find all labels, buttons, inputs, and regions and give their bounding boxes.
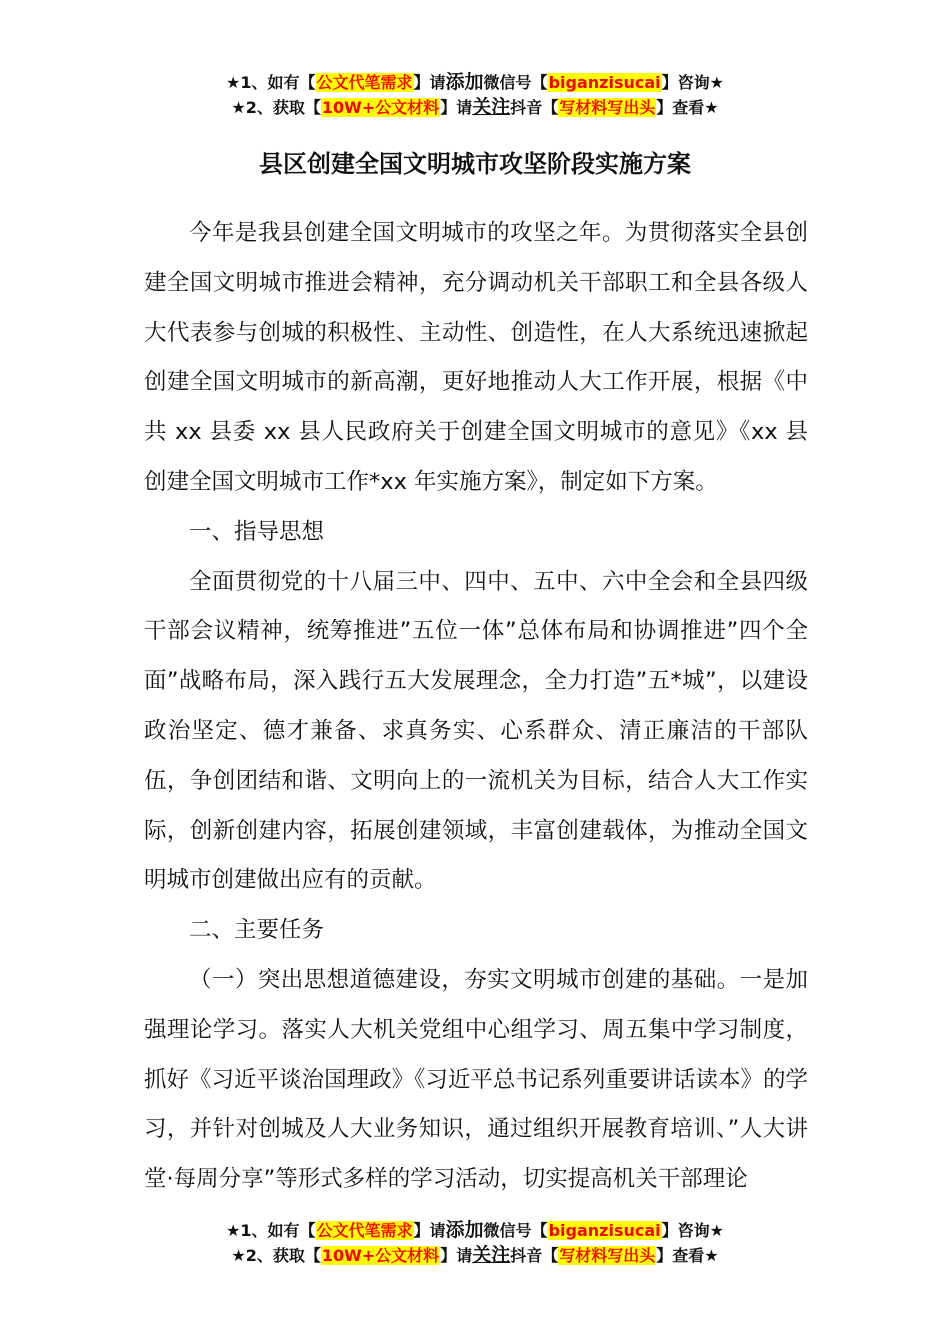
banner-highlight: 公文代笔需求 <box>316 73 413 92</box>
banner-text: 】请 <box>440 98 473 117</box>
banner-text: 微信号【 <box>483 1221 548 1240</box>
banner-highlight: biganzisucai <box>548 73 661 92</box>
banner-text: ★1、如有【 <box>226 73 316 92</box>
header-banner <box>0 70 950 120</box>
banner-text: 】请 <box>413 1221 446 1240</box>
banner-emphasis: 添加 <box>445 71 484 93</box>
banner-text: 】请 <box>440 1246 473 1265</box>
banner-text: 抖音【 <box>510 1246 559 1265</box>
footer-banner <box>0 1218 950 1268</box>
banner-highlight: 公文代笔需求 <box>316 1221 413 1240</box>
banner-text: 微信号【 <box>483 73 548 92</box>
banner-highlight: biganzisucai <box>548 1221 661 1240</box>
banner-text: 抖音【 <box>510 98 559 117</box>
banner-text: 】查看★ <box>656 1246 719 1265</box>
document-title: 县区创建全国文明城市攻坚阶段实施方案 <box>259 150 691 178</box>
banner-emphasis: 关注 <box>472 96 511 118</box>
banner-line-2 <box>0 95 950 120</box>
document-body <box>144 209 808 1205</box>
banner-emphasis: 添加 <box>445 1219 484 1241</box>
banner-emphasis: 关注 <box>472 1244 511 1266</box>
banner-text: 】咨询★ <box>661 73 724 92</box>
banner-highlight: 写材料写出头 <box>559 98 656 117</box>
banner-line-1 <box>0 1218 950 1243</box>
section-heading: 二、主要任务 <box>189 917 325 944</box>
section-paragraph: （一）突出思想道德建设，夯实文明城市创建的基础。一是加强理论学习。落实人大机关党组中心组学习、周五集中学习制度，抓好《习近平谈治国理政》《习近平总书记系列重要讲话读本》的学习，并针对创城及人大业务知识，通过组织开展教育培训、”人大讲堂·每周分享”等形式多样的学习活动，切实提高机关干部理论 <box>144 966 808 1193</box>
banner-text: ★2、获取【 <box>231 98 321 117</box>
banner-highlight: 10W+公文材料 <box>321 1246 440 1265</box>
banner-line-2 <box>0 1243 950 1268</box>
banner-line-1 <box>0 70 950 95</box>
banner-highlight: 10W+公文材料 <box>321 98 440 117</box>
banner-highlight: 写材料写出头 <box>559 1246 656 1265</box>
banner-text: ★2、获取【 <box>231 1246 321 1265</box>
banner-text: ★1、如有【 <box>226 1221 316 1240</box>
section-paragraph: 全面贯彻党的十八届三中、四中、五中、六中全会和全县四级干部会议精神，统筹推进”五位一体”总体布局和协调推进”四个全面”战略布局，深入践行五大发展理念，全力打造”五*城”，以建设政治坚定、德才兼备、求真务实、心系群众、清正廉洁的干部队伍，争创团结和谐、文明向上的一流机关为目标，结合人大工作实际，创新创建内容，拓展创建领域，丰富创建载体，为推动全国文明城市创建做出应有的贡献。 <box>144 568 808 894</box>
intro-paragraph: 今年是我县创建全国文明城市的攻坚之年。为贯彻落实全县创建全国文明城市推进会精神，充分调动机关干部职工和全县各级人大代表参与创城的积极性、主动性、创造性，在人大系统迅速掀起创建全国文明城市的新高潮，更好地推动人大工作开展，根据《中共 xx 县委 xx 县人民政府关于创建全国文明城市的意见》《xx 县创建全国文明城市工作*xx 年实施方案》，制定如下方案。 <box>144 220 808 495</box>
banner-text: 】请 <box>413 73 446 92</box>
banner-text: 】查看★ <box>656 98 719 117</box>
section-heading: 一、指导思想 <box>189 518 325 545</box>
banner-text: 】咨询★ <box>661 1221 724 1240</box>
